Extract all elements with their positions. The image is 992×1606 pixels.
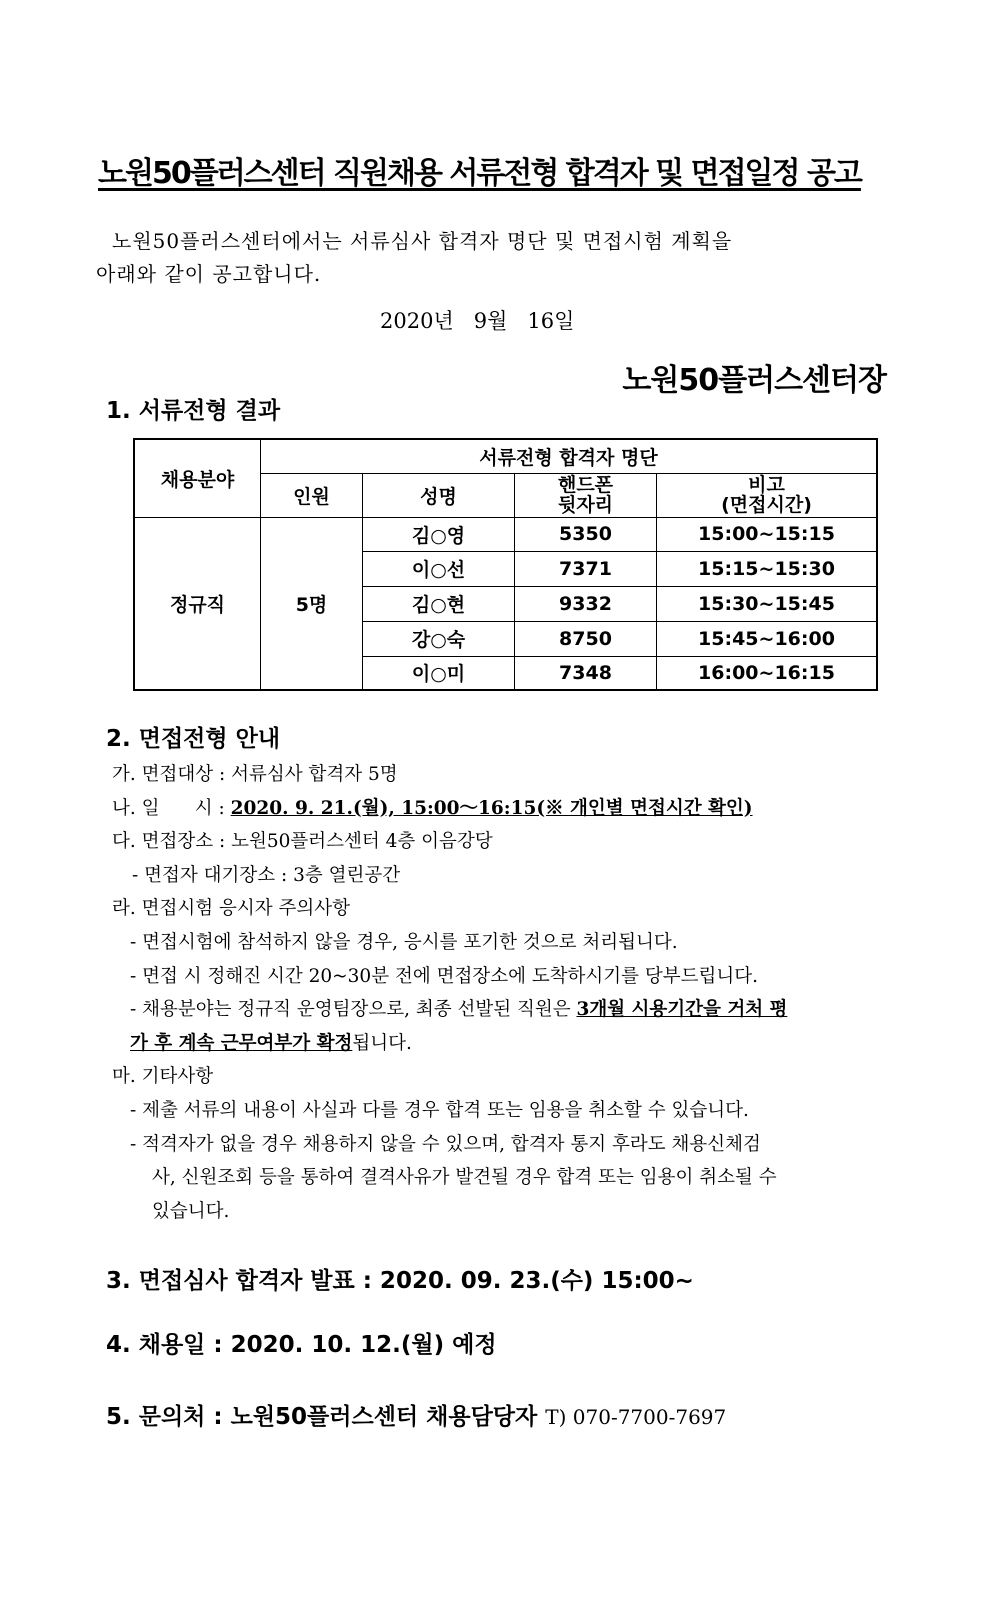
document-screening-result-table (133, 438, 878, 691)
col-header-note (657, 473, 878, 517)
section-3: 3. 면접심사 합격자 발표 : 2020. 09. 23.(수) 15:00~ (106, 1268, 694, 1294)
col-header-field: 채용분야 (134, 439, 261, 517)
intro-line-2: 아래와 같이 공고합니다. (96, 262, 322, 286)
time-cell: 15:00~15:15 (657, 517, 878, 551)
time-cell: 15:15~15:30 (657, 551, 878, 586)
notice-date: 2020년 9월 16일 (380, 309, 575, 333)
intro-line-1: 노원50플러스센터에서는 서류심사 합격자 명단 및 면접시험 계획을 (112, 229, 733, 253)
item-na (112, 792, 902, 826)
item-ma-2b: 사, 신원조회 등을 통하여 결격사유가 발견될 경우 합격 또는 임용이 취소될 수 (152, 1167, 777, 1189)
col-header-phone-l2: 뒷자리 (557, 494, 614, 516)
intro-paragraph (96, 225, 856, 291)
contact-label: 5. 문의처 : 노원50플러스센터 채용담당자 (106, 1404, 546, 1430)
col-header-note-l2: (면접시간) (721, 494, 812, 516)
section-2-heading: 2. 면접전형 안내 (106, 726, 281, 752)
name-cell: 김○영 (363, 517, 515, 551)
item-ma: 마. 기타사항 (112, 1066, 214, 1088)
time-cell: 16:00~16:15 (657, 656, 878, 690)
item-ra-3 (112, 993, 902, 1027)
name-cell: 김○현 (363, 586, 515, 621)
time-cell: 15:45~16:00 (657, 621, 878, 656)
item-ra-3a: - 채용분야는 정규직 운영팀장으로, 최종 선발된 직원은 (130, 999, 577, 1021)
col-header-note-l1: 비고 (748, 474, 785, 496)
time-cell: 15:30~15:45 (657, 586, 878, 621)
item-ra-2: - 면접 시 정해진 시간 20~30분 전에 면접장소에 도착하시기를 당부드립니다. (130, 965, 759, 987)
phone-cell: 9332 (515, 586, 657, 621)
item-ra-3d: 됩니다. (352, 1032, 412, 1054)
name-cell: 강○숙 (363, 621, 515, 656)
item-da: 다. 면접장소 : 노원50플러스센터 4층 이음강당 (112, 831, 493, 853)
section-4: 4. 채용일 : 2020. 10. 12.(월) 예정 (106, 1332, 497, 1358)
item-da-sub: - 면접자 대기장소 : 3층 열린공간 (132, 864, 401, 886)
item-ga: 가. 면접대상 : 서류심사 합격자 5명 (112, 764, 398, 785)
item-ma-2c: 있습니다. (152, 1200, 230, 1222)
section-1-heading: 1. 서류전형 결과 (106, 398, 281, 424)
item-ra: 라. 면접시험 응시자 주의사항 (112, 898, 350, 920)
name-cell: 이○미 (363, 656, 515, 690)
item-ma-2a: - 적격자가 없을 경우 채용하지 않을 수 있으며, 합격자 통지 후라도 채용신체검 (130, 1133, 761, 1155)
item-ra-1: - 면접시험에 참석하지 않을 경우, 응시를 포기한 것으로 처리됩니다. (130, 931, 678, 953)
table-row (134, 517, 877, 551)
contact-phone: T) 070-7700-7697 (545, 1405, 727, 1429)
col-header-count: 인원 (261, 473, 363, 517)
phone-cell: 7348 (515, 656, 657, 690)
phone-cell: 7371 (515, 551, 657, 586)
group-header: 서류전형 합격자 명단 (261, 439, 878, 473)
item-na-value: 2020. 9. 21.(월), 15:00～16:15(※ 개인별 면접시간 확인) (230, 797, 753, 819)
col-header-phone-l1: 핸드폰 (557, 474, 614, 496)
item-ra-3c: 가 후 계속 근무여부가 확정 (130, 1032, 353, 1054)
signer: 노원50플러스센터장 (622, 363, 886, 398)
interview-guide (112, 758, 902, 1228)
item-na-label: 나. 일 시 : (112, 797, 231, 819)
phone-cell: 8750 (515, 621, 657, 656)
name-cell: 이○선 (363, 551, 515, 586)
field-cell: 정규직 (134, 517, 261, 690)
count-cell: 5명 (261, 517, 363, 690)
section-5 (106, 1398, 726, 1431)
phone-cell: 5350 (515, 517, 657, 551)
col-header-phone (515, 473, 657, 517)
item-ma-1: - 제출 서류의 내용이 사실과 다를 경우 합격 또는 임용을 취소할 수 있습니다. (130, 1099, 749, 1121)
col-header-name: 성명 (363, 473, 515, 517)
page-title: 노원50플러스센터 직원채용 서류전형 합격자 및 면접일정 공고 (98, 156, 861, 191)
item-ra-3b: 3개월 시용기간을 거처 평 (576, 999, 788, 1021)
item-ra-3-cont (112, 1027, 902, 1061)
